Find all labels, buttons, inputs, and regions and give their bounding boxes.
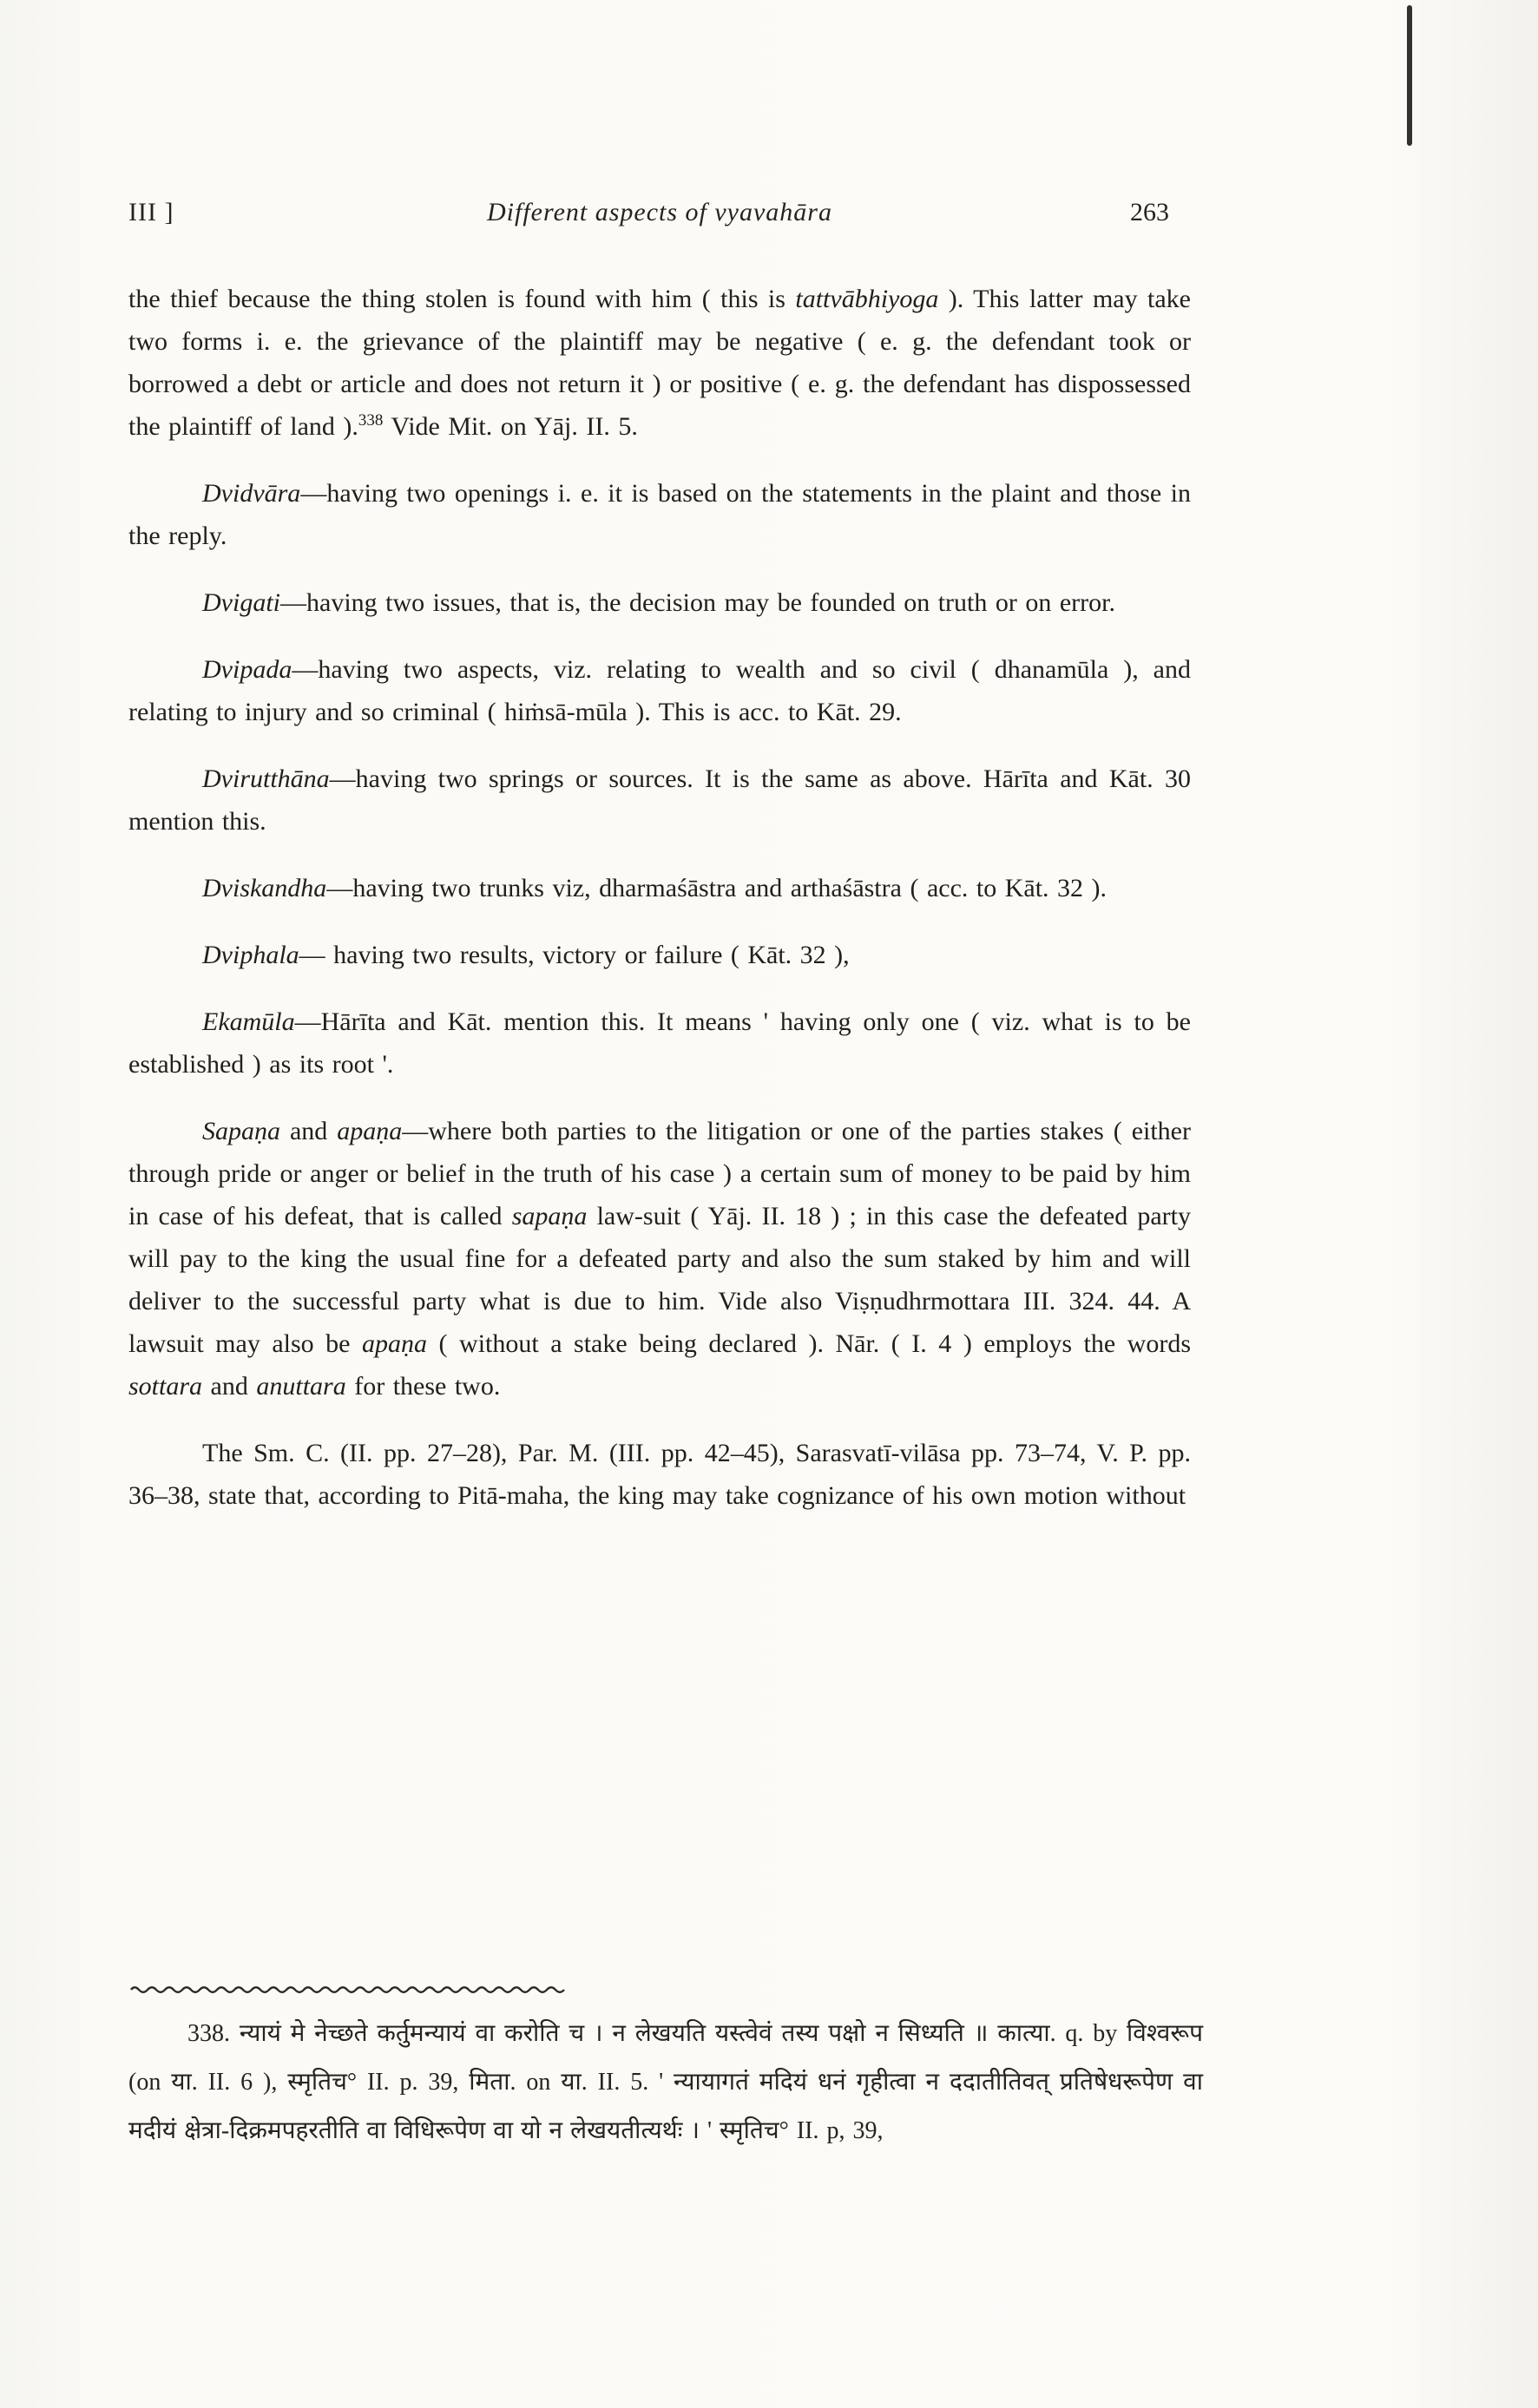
text-run: ). This latter may take two forms i. e. the grievance of the plaintiff may be negative ( e. g. the defendant took or borrowed a debt or article and does not return it ) or positive ( e. g. the defendant has dispossessed the plaintiff of land ). <box>128 285 1191 441</box>
paragraph <box>128 1001 1191 1086</box>
term-italic: anuttara <box>256 1372 346 1401</box>
term-italic: tattvābhiyoga <box>795 285 939 313</box>
text-run: and <box>280 1117 338 1145</box>
text-run: and <box>202 1372 257 1401</box>
term-italic: sottara <box>128 1372 203 1401</box>
text-run: —having two trunks viz, dharmaśāstra and arthaśāstra ( acc. to Kāt. 32 ). <box>326 874 1107 902</box>
term-italic: Dvirutthāna <box>202 764 330 793</box>
term-italic: sapaṇa <box>511 1202 588 1230</box>
page-number: 263 <box>1130 198 1169 226</box>
paragraph <box>128 867 1191 909</box>
scan-artifact-line <box>1407 5 1412 146</box>
paragraph <box>128 758 1191 843</box>
term-italic: Dviskandha <box>202 874 327 902</box>
text-run: —having two aspects, viz. relating to wealth and so civil ( dhanamūla ), and relating to injury and so criminal ( hiṁsā-mūla ). This is acc. to Kāt. 29. <box>128 655 1191 726</box>
paragraph <box>128 1110 1191 1407</box>
paragraph <box>128 648 1191 733</box>
text-run: The Sm. C. (II. pp. 27–28), Par. M. (III. pp. 42–45), Sarasvatī-vilāsa pp. 73–74, V. P. pp. 36–38, state that, according to Pitā-maha, the king may take cognizance of his own motion without <box>128 1439 1191 1510</box>
paragraph <box>128 278 1191 448</box>
text-run: Vide Mit. on Yāj. II. 5. <box>383 412 638 441</box>
text-run: ( without a stake being declared ). Nār. ( I. 4 ) employs the words <box>427 1329 1191 1358</box>
text-run: — having two results, victory or failure ( Kāt. 32 ), <box>299 941 850 969</box>
page-header <box>128 198 1191 227</box>
text-run: for these two. <box>345 1372 501 1401</box>
term-italic: Dviphala <box>202 941 299 969</box>
body-text <box>128 278 1191 1517</box>
text-run: —Hārīta and Kāt. mention this. It means ' having only one ( viz. what is to be established ) as its root '. <box>128 1007 1191 1079</box>
paragraph <box>128 472 1191 557</box>
text-run: law-suit ( Yāj. II. 18 ) ; in this case the defeated party will pay to the king the usual fine for a defeated party and also the sum staked by him and will deliver to the successful party what is due to him. Vide also Viṣṇudhrmottara III. 324. 44. A lawsuit may also be <box>128 1202 1192 1358</box>
term-italic: Dvigati <box>202 588 280 617</box>
term-italic: Dvidvāra <box>202 479 301 508</box>
running-title: Different aspects of vyavahāra <box>487 198 832 226</box>
footnote-ref: 338 <box>358 411 384 430</box>
term-italic: Ekamūla <box>202 1007 295 1036</box>
term-italic: apaṇa <box>337 1117 403 1145</box>
chapter-marker: III ] <box>128 198 174 226</box>
text-run: —having two issues, that is, the decision may be founded on truth or on error. <box>280 588 1115 617</box>
term-italic: Sapaṇa <box>202 1117 280 1145</box>
text-run: —having two openings i. e. it is based on the statements in the plaint and those in the reply. <box>128 479 1191 550</box>
text-column <box>128 198 1191 1541</box>
footnote <box>128 2010 1203 2155</box>
paragraph <box>128 581 1191 624</box>
footnote-divider-squiggle <box>130 1984 575 1996</box>
text-run: the thief because the thing stolen is found with him ( this is <box>128 285 796 313</box>
term-italic: apaṇa <box>362 1329 428 1358</box>
text-run: —having two springs or sources. It is the same as above. Hārīta and Kāt. 30 mention this. <box>128 764 1191 836</box>
paragraph <box>128 1432 1191 1517</box>
term-italic: Dvipada <box>202 655 292 684</box>
paragraph <box>128 934 1191 976</box>
text-run: —where both parties to the litigation or one of the parties stakes ( either through pride or anger or belief in the truth of his case ) a certain sum of money to be paid by him in case of his defeat, that is called <box>128 1117 1191 1230</box>
footnote-text: 338. न्यायं मे नेच्छते कर्तुमन्यायं वा करोति च । न लेखयति यस्त्वेवं तस्य पक्षो न सिध्यति ॥ कात्या. q. by विश्वरूप (on या. II. 6 ), स्मृतिच° II. p. 39, मिता. on या. II. 5. ' न्यायागतं मदियं धनं गृहीत्वा न ददातीतिवत् प्रतिषेधरूपेण वा मदीयं क्षेत्रा-दिक्रमपहरतीति वा विधिरूपेण वा यो न लेखयतीत्यर्थः । ' स्मृतिच° II. p, 39, <box>128 2020 1203 2144</box>
